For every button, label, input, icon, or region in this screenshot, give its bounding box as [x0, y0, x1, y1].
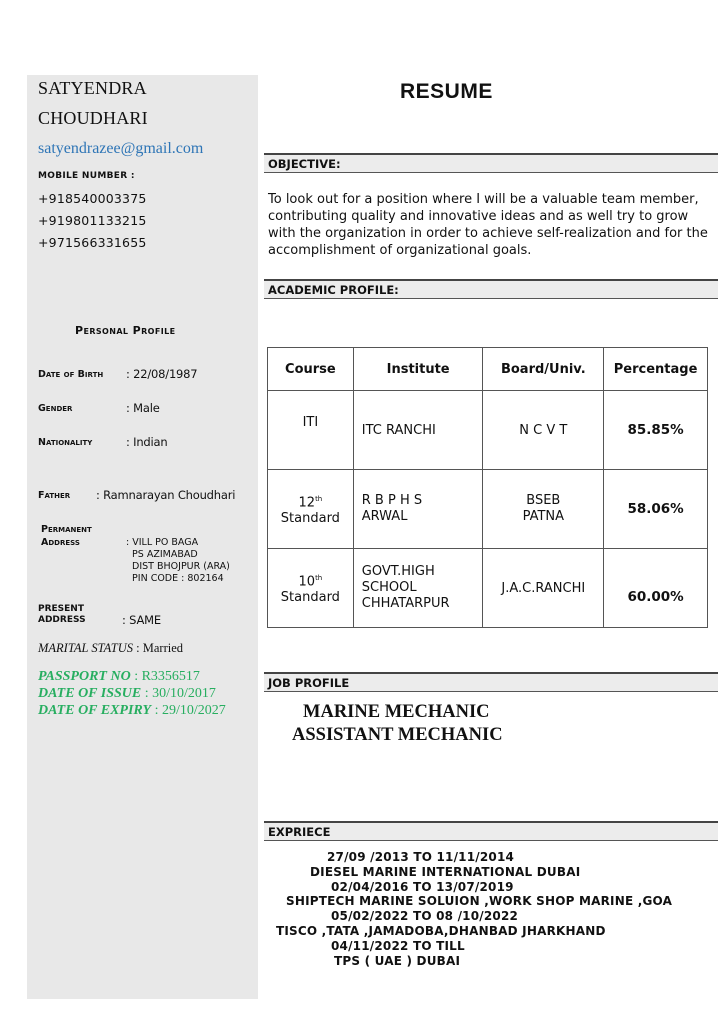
- passport-issue: [38, 686, 216, 702]
- phone-2: +919801133215: [38, 213, 147, 228]
- permanent-address-value: : VILL PO BAGA PS AZIMABAD DIST BHOJPUR (ARA) PIN CODE : 802164: [126, 537, 230, 584]
- passport-issue-label: DATE OF ISSUE: [38, 686, 142, 701]
- objective-heading: OBJECTIVE:: [268, 157, 341, 171]
- gender-label: Gender: [38, 403, 73, 414]
- experience-line: 04/11/2022 TO TILL: [331, 939, 465, 953]
- table-header-row: [268, 348, 708, 391]
- dob-label: Date of Birth: [38, 369, 104, 380]
- marital-status: [38, 641, 183, 656]
- cell-board: J.A.C.RANCHI: [483, 549, 604, 628]
- header-institute: Institute: [353, 348, 483, 391]
- dob-value: : 22/08/1987: [126, 367, 198, 381]
- academic-table: [267, 347, 708, 628]
- resume-title: RESUME: [400, 80, 493, 103]
- personal-profile-title: Personal Profile: [75, 324, 176, 337]
- course-text: 12: [298, 495, 316, 511]
- job-title-1: MARINE MECHANIC: [303, 702, 490, 722]
- experience-line: 27/09 /2013 TO 11/11/2014: [327, 850, 515, 864]
- father-label: Father: [38, 490, 71, 501]
- course-text-line2: Standard: [280, 511, 340, 527]
- table-row: [268, 391, 708, 470]
- header-percentage: Percentage: [604, 348, 708, 391]
- table-row: [268, 470, 708, 549]
- passport-expiry-label: DATE OF EXPIRY: [38, 703, 152, 718]
- cell-board: BSEB PATNA: [483, 470, 604, 549]
- table-row: [268, 549, 708, 628]
- cell-course: [268, 549, 354, 628]
- experience-line: DIESEL MARINE INTERNATIONAL DUBAI: [310, 865, 581, 879]
- phone-1: +918540003375: [38, 191, 147, 206]
- passport-expiry: [38, 703, 226, 719]
- cell-percentage: 58.06%: [604, 470, 708, 549]
- cell-course: [268, 391, 354, 470]
- header-course: Course: [268, 348, 354, 391]
- academic-heading: ACADEMIC PROFILE:: [268, 283, 399, 297]
- cell-institute: R B P H S ARWAL: [353, 470, 483, 549]
- cell-institute: ITC RANCHI: [353, 391, 483, 470]
- passport-number: [38, 669, 200, 685]
- experience-line: SHIPTECH MARINE SOLUION ,WORK SHOP MARINE ,GOA: [286, 894, 673, 908]
- header-board: Board/Univ.: [483, 348, 604, 391]
- experience-line: 02/04/2016 TO 13/07/2019: [331, 880, 514, 894]
- course-text-line2: Standard: [280, 590, 340, 606]
- passport-issue-value: : 30/10/2017: [144, 686, 216, 701]
- gender-value: : Male: [126, 401, 160, 415]
- present-address-label: PRESENT ADDRESS: [38, 604, 86, 625]
- course-superscript: th: [315, 494, 323, 503]
- passport-no-label: PASSPORT NO: [38, 669, 131, 684]
- name-first: SATYENDRA: [38, 78, 147, 98]
- cell-institute: GOVT.HIGH SCHOOL CHHATARPUR: [353, 549, 483, 628]
- mobile-label: MOBILE NUMBER :: [38, 171, 135, 181]
- course-text: ITI: [302, 415, 319, 430]
- academic-heading-bar: [264, 279, 718, 299]
- phone-3: +971566331655: [38, 235, 147, 250]
- marital-label: MARITAL STATUS: [38, 641, 134, 655]
- cell-course: [268, 470, 354, 549]
- nationality-value: : Indian: [126, 435, 168, 449]
- email-link[interactable]: satyendrazee@gmail.com: [38, 140, 204, 157]
- experience-heading-bar: [264, 821, 718, 841]
- course-text: 10: [298, 574, 316, 590]
- cell-percentage: 85.85%: [604, 391, 708, 470]
- cell-board: N C V T: [483, 391, 604, 470]
- job-heading-bar: [264, 672, 718, 692]
- nationality-label: Nationality: [38, 437, 93, 448]
- experience-line: 05/02/2022 TO 08 /10/2022: [331, 909, 519, 923]
- experience-heading: EXPRIECE: [268, 825, 331, 839]
- course-superscript: th: [315, 573, 323, 582]
- permanent-address-label: Permanent Address: [41, 524, 92, 548]
- passport-no-value: : R3356517: [134, 669, 200, 684]
- passport-expiry-value: : 29/10/2027: [154, 703, 226, 718]
- cell-percentage: 60.00%: [604, 549, 708, 628]
- name-last: CHOUDHARI: [38, 108, 148, 128]
- present-address-value: : SAME: [122, 613, 161, 627]
- objective-text: To look out for a position where I will be a valuable team member, contributing quality and innovative ideas and as well try to grow with the organization in order to achieve self-realization and for the accomplishment of organizational goals.: [268, 192, 708, 258]
- job-title-2: ASSISTANT MECHANIC: [292, 725, 503, 745]
- experience-line: TISCO ,TATA ,JAMADOBA,DHANBAD JHARKHAND: [276, 924, 606, 938]
- objective-heading-bar: [264, 153, 718, 173]
- marital-value: : Married: [136, 641, 184, 655]
- father-value: : Ramnarayan Choudhari: [96, 488, 236, 502]
- experience-line: TPS ( UAE ) DUBAI: [334, 954, 461, 968]
- job-heading: JOB PROFILE: [268, 676, 350, 690]
